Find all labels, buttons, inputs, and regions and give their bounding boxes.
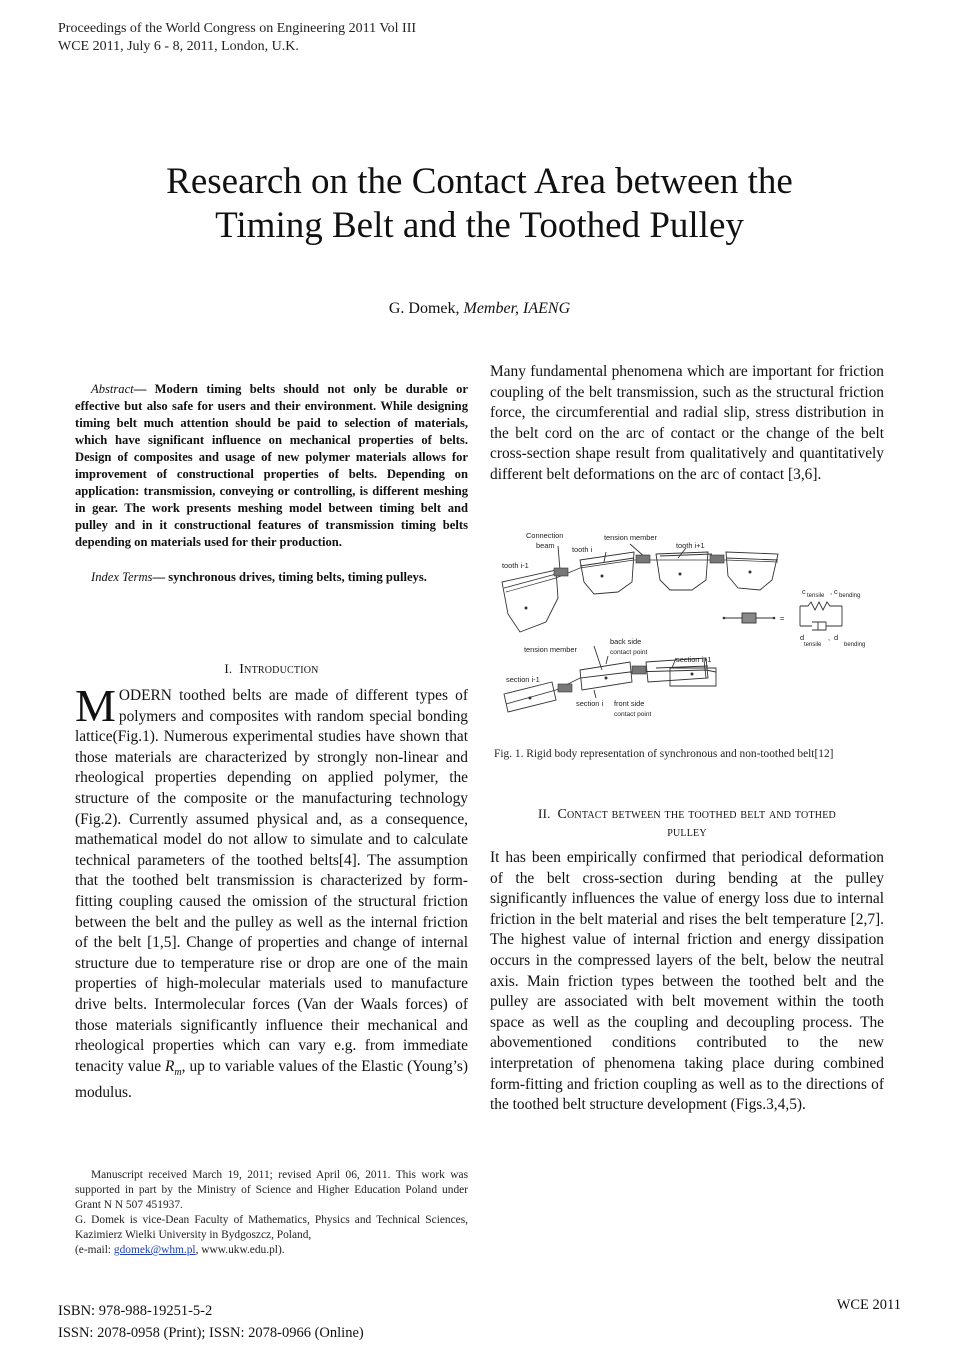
- running-header: [58, 20, 416, 56]
- index-terms-dash: —: [152, 570, 166, 584]
- label-contact-point: contact point: [610, 649, 648, 656]
- label-tooth-im1: tooth i-1: [502, 561, 529, 570]
- footnote-website: , www.ukw.edu.pl).: [195, 1244, 285, 1256]
- header-line-2: WCE 2011, July 6 - 8, 2011, London, U.K.: [58, 39, 299, 54]
- section-1-body: [75, 680, 468, 1104]
- section-2-title-line-2: pulley: [667, 825, 707, 840]
- index-terms-text: synchronous drives, timing belts, timing pulleys.: [168, 570, 427, 584]
- label-front-side: front side: [614, 699, 645, 708]
- footer-left: [58, 1300, 364, 1344]
- connection-beam-block-2: [636, 555, 650, 563]
- label-back-side: back side: [610, 637, 642, 646]
- tooth-im1-shape: [502, 570, 558, 632]
- right-intro-paragraph: Many fundamental phenomena which are important for friction coupling of the belt transmission, such as the structural friction force, the circumferential and radial slip, stress distribution in the belt cord on the arc of contact or the change of the belt cross-section shape result from qualitatively and quantitatively different belt deformations on the arc of contact [3,6].: [490, 363, 884, 483]
- label-connection: Connection: [526, 531, 564, 540]
- label-contact-point-2: contact point: [614, 711, 652, 718]
- label-tension-member-2: tension member: [524, 645, 577, 654]
- footer-right: WCE 2011: [836, 1297, 901, 1313]
- label-d-bending: bending: [844, 642, 866, 648]
- label-c: c: [802, 587, 806, 596]
- footnote-affiliation: G. Domek is vice-Dean Faculty of Mathematics, Physics and Technical Sciences, Kazimierz Wielki University in Bydgoszcz, Poland,: [75, 1214, 468, 1241]
- author-line: [0, 300, 959, 318]
- label-d2: d: [834, 633, 839, 642]
- abstract: [75, 381, 468, 586]
- label-tooth-i: tooth i: [572, 545, 593, 554]
- section-1-number: I.: [224, 661, 233, 676]
- footnote-email-prefix: (e-mail:: [75, 1244, 114, 1256]
- tooth-mid-shape: [656, 552, 708, 590]
- author-affiliation: Member, IAENG: [463, 300, 571, 317]
- label-d-comma: ,: [828, 633, 831, 642]
- section-2-body: It has been empirically confirmed that periodical deformation of the belt cross-section during bending at the pulley significantly influences the value of energy loss due to internal friction in the belt material and rises the belt temperature [2,7]. The highest value of internal friction and energy dissipation occurs in the compressed layers of the belt, below the neutral axis. Main friction types between the toothed belt and the pulley are associated with belt movement within the tooth space as well as the coupling and decoupling process. The abovementioned conditions contributed to the new interpretation of phenomena taking place during combined form-fitting and friction coupling as well as to the directions of the toothed belt structure development (Figs.3,4,5).: [490, 849, 884, 1114]
- label-tooth-i1: tooth i+1: [676, 541, 705, 550]
- rm-symbol: R: [165, 1057, 175, 1075]
- title-line-2: Timing Belt and the Toothed Pulley: [215, 205, 744, 246]
- connection-beam-block-3: [710, 555, 724, 563]
- connection-beam-block-1: [554, 568, 568, 576]
- label-c-comma: ,: [830, 587, 833, 596]
- label-c2: c: [834, 587, 838, 596]
- section-2-heading: [490, 805, 884, 842]
- label-c-tensile: tensile: [807, 593, 825, 599]
- footer-issn: ISSN: 2078-0958 (Print); ISSN: 2078-0966 (Online): [58, 1325, 364, 1341]
- title-line-1: Research on the Contact Area between the: [166, 161, 793, 202]
- label-d: d: [800, 633, 805, 642]
- section-1-title: Introduction: [239, 662, 319, 677]
- abstract-dash: —: [133, 382, 147, 396]
- footnote-manuscript: Manuscript received March 19, 2011; revised April 06, 2011. This work was supported in part by the Ministry of Science and Higher Education Poland under Grant N N 507 451937.: [75, 1169, 468, 1211]
- section-1-heading: [75, 661, 468, 678]
- abstract-text: Modern timing belts should not only be durable or effective but also safe for users and their environment. While designing timing belt much attention should be paid to selection of materials, which have significant influence on mechanical properties of belts. Design of composites and usage of new polymer materials allows for improvement of constructional properties of belts. Depending on application: transmission, conveying or controlling, is different meshing in gear. The work presents meshing model between timing belt and pulley and in it constructional features of transmission timing belts depending on materials used for their production.: [75, 382, 469, 549]
- footnote: [75, 1168, 468, 1258]
- label-section-i: section i: [576, 699, 604, 708]
- rm-subscript: m: [174, 1066, 182, 1078]
- label-section-i1: section i+1: [676, 655, 712, 664]
- figure-1-diagram: [496, 522, 882, 722]
- intro-text-b: , up to variable values of the Elastic (Young’s) modulus.: [75, 1057, 468, 1102]
- index-terms-label: Index Terms: [91, 570, 153, 584]
- first-word: ODERN: [118, 687, 172, 704]
- tooth-i-shape: [580, 552, 634, 594]
- abstract-label: Abstract: [91, 382, 134, 396]
- label-equals: =: [780, 614, 785, 623]
- section-2-title-line-1: Contact between the toothed belt and tothed: [557, 807, 836, 822]
- index-terms: [75, 569, 468, 586]
- label-tension-member: tension member: [604, 533, 657, 542]
- label-d-tensile: tensile: [804, 642, 822, 648]
- tooth-i1-shape: [726, 552, 778, 590]
- section-2-number: II.: [538, 806, 551, 821]
- footnote-contact: [75, 1243, 468, 1258]
- header-line-1: Proceedings of the World Congress on Engineering 2011 Vol III: [58, 21, 417, 36]
- email-link[interactable]: gdomek@whm.pl: [113, 1244, 196, 1256]
- section-block-1: [558, 684, 572, 692]
- section-block-2: [632, 666, 646, 674]
- label-beam: beam: [536, 541, 555, 550]
- label-c-bending: bending: [839, 593, 861, 599]
- footer-isbn: ISBN: 978-988-19251-5-2: [58, 1303, 213, 1319]
- intro-text-a: toothed belts are made of different types of polymers and composites with random special bonding lattice(Fig.1). Numerous experimental studies have shown that those materials are characterized by strongly non-linear and rheological properties depending on applied polymer, the structure of the composite or the manufacturing technology (Fig.2). Currently assumed physical and, as a consequence, mathematical model do not allow to simulate and to calculate technical parameters of the toothed belts[4]. The assumption that the toothed belt transmission is characterized by form-fitting coupling caused the omission of the structural friction between the belt and the pulley as well as the internal friction of the belt [1,5]. Change of properties and change of internal structure due to temperature rise or drop are one of the main properties of high-molecular materials used to manufacture drive belts. Intermolecular forces (Van der Waals forces) of those materials significantly influence their mechanical and rheological properties which can vary e.g. from immediate tenacity value: [75, 687, 468, 1075]
- author-name: G. Domek,: [388, 300, 460, 317]
- paper-title: [0, 160, 959, 248]
- label-section-im1: section i-1: [506, 675, 540, 684]
- figure-1-caption: Fig. 1. Rigid body representation of synchronous and non-toothed belt[12]: [494, 748, 834, 760]
- section-i-shape: [580, 662, 632, 690]
- drop-cap: M: [75, 680, 116, 731]
